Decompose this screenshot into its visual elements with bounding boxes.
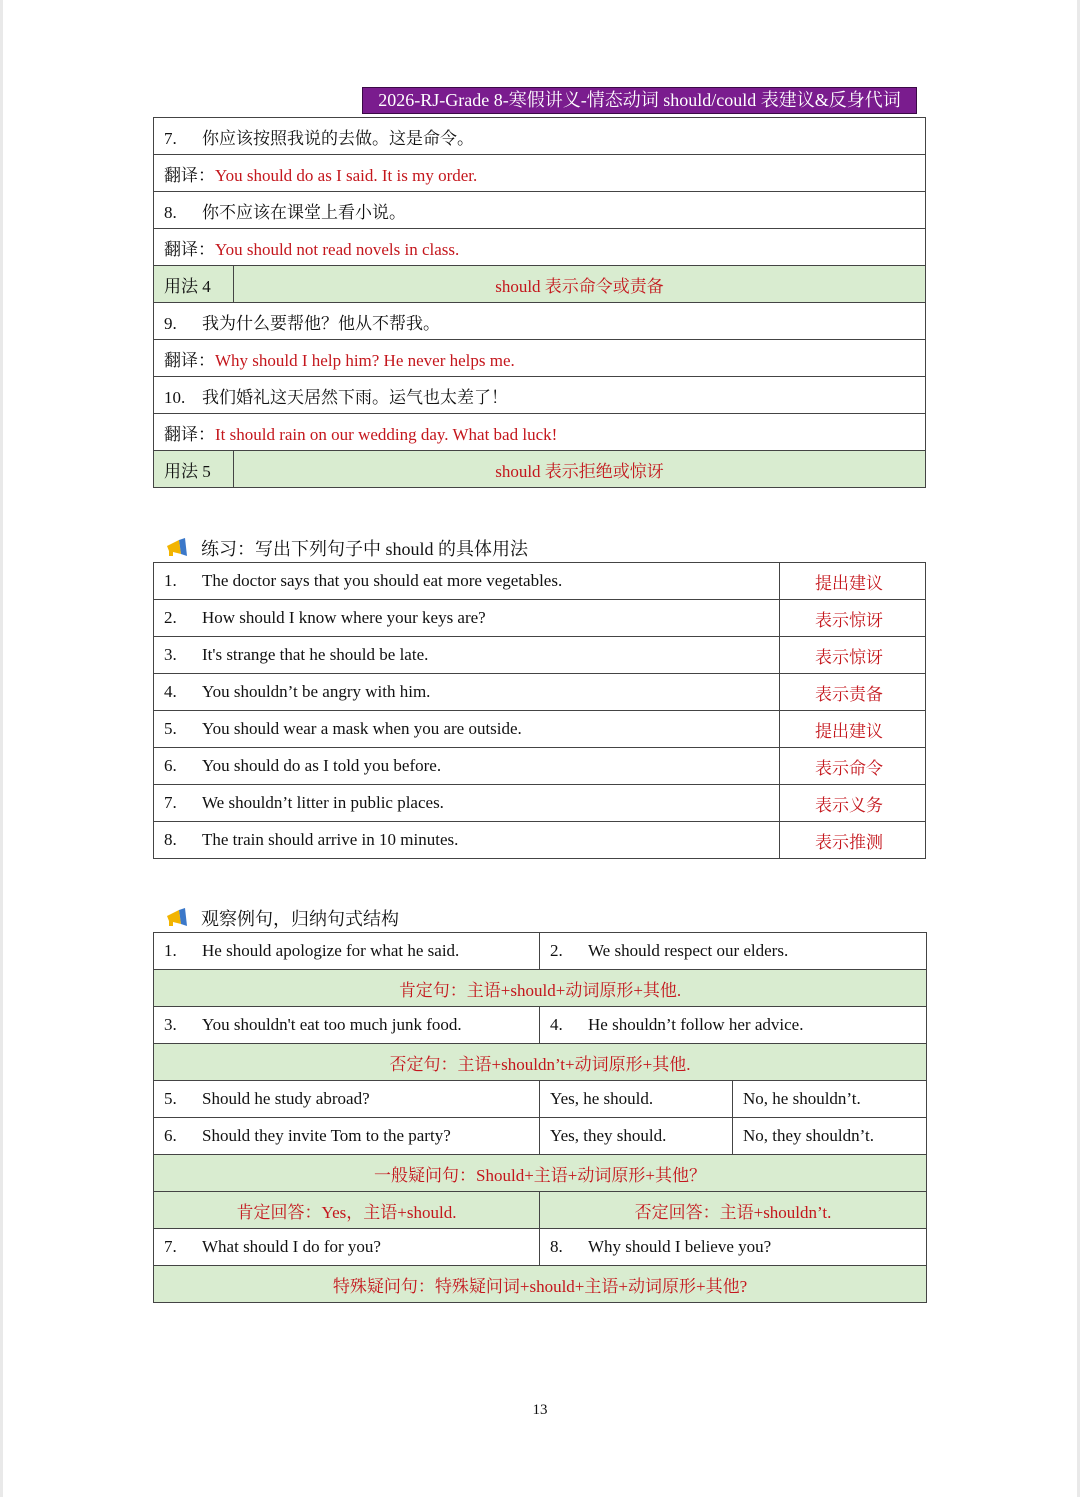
exercise-sentence [154,785,780,822]
positive-answer-rule: 肯定回答：Yes，主语+should. [154,1192,540,1229]
table-row [154,637,926,674]
chinese-sentence [154,377,926,414]
example-sentence-6: 6. Should they invite Tom to the party? [154,1118,540,1155]
negative-answer-rule: 否定回答：主语+shouldn’t. [540,1192,927,1229]
translation [154,229,926,266]
example-sentence-5: 5. Should he study abroad? [154,1081,540,1118]
sentence-number: 7. [164,793,177,812]
exercise-answer: 表示惊讶 [780,600,926,637]
table-row [154,266,926,303]
exercise-table [153,562,926,859]
sentence-number: 4. [164,682,177,701]
example-sentence-4: 4. He shouldn’t follow her advice. [540,1007,927,1044]
table-row [154,933,927,970]
exercise-title [165,535,528,561]
sentence-text: You should do as I told you before. [202,756,442,775]
sentence-text: The doctor says that you should eat more vegetables. [202,571,563,590]
usage-label: 用法 5 [154,451,234,488]
usage-description: should 表示命令或责备 [234,266,926,303]
observe-title [165,905,399,931]
table-row [154,377,926,414]
sentence-number: 8. [164,830,177,849]
usage-label: 用法 4 [154,266,234,303]
exercise-answer: 表示推测 [780,822,926,859]
table-row [154,451,926,488]
exercise-sentence [154,600,780,637]
example-sentence-3: 3. You shouldn't eat too much junk food. [154,1007,540,1044]
table-row [154,1007,927,1044]
structure-table [153,932,927,1303]
exercise-answer: 提出建议 [780,563,926,600]
sentence-text: We shouldn’t litter in public places. [202,793,444,812]
exercise-sentence [154,748,780,785]
megaphone-icon [165,537,189,559]
sentence-text: 我为什么要帮他？他从不帮我。 [202,313,440,333]
no-answer-5: No, he shouldn’t. [733,1081,927,1118]
usage-description: should 表示拒绝或惊讶 [234,451,926,488]
translation-label: 翻译： [164,165,215,185]
exercise-answer: 提出建议 [780,711,926,748]
exercise-sentence [154,563,780,600]
chinese-sentence [154,303,926,340]
sentence-text: 你应该按照我说的去做。这是命令。 [202,128,474,148]
sentence-number: 6. [164,756,177,775]
exercise-answer: 表示义务 [780,785,926,822]
exercise-answer: 表示惊讶 [780,637,926,674]
sentence-number: 10. [164,387,186,407]
sentence-number: 1. [164,571,177,590]
table-row [154,229,926,266]
document-header: 2026-RJ-Grade 8-寒假讲义-情态动词 should/could 表建议&反身代词 [362,87,917,114]
example-sentence-1: 1. He should apologize for what he said. [154,933,540,970]
table-row [154,711,926,748]
translation-text: You should do as I said. It is my order. [215,165,478,185]
chinese-sentence [154,192,926,229]
megaphone-icon [165,907,189,929]
table-row [154,1266,927,1303]
table-row [154,822,926,859]
exercise-sentence [154,711,780,748]
table-row [154,1229,927,1266]
table-row [154,1155,927,1192]
sentence-text: How should I know where your keys are? [202,608,486,627]
sentence-number: 8. [164,202,177,222]
yes-answer-6: Yes, they should. [540,1118,733,1155]
table-row [154,340,926,377]
translation [154,414,926,451]
translation-label: 翻译： [164,350,215,370]
usage-table [153,117,926,488]
page-border-left [0,0,3,1497]
sentence-number: 3. [164,645,177,664]
table-row [154,600,926,637]
observe-title-text: 观察例句，归纳句式结构 [201,909,399,929]
sentence-text: 我们婚礼这天居然下雨。运气也太差了！ [202,387,508,407]
exercise-sentence [154,822,780,859]
translation-text: Why should I help him? He never helps me. [215,350,515,370]
table-row [154,563,926,600]
special-question-rule: 特殊疑问句：特殊疑问词+should+主语+动词原形+其他? [154,1266,927,1303]
example-sentence-7: 7. What should I do for you? [154,1229,540,1266]
affirmative-rule: 肯定句：主语+should+动词原形+其他. [154,970,927,1007]
page-number: 13 [532,1402,548,1418]
table-row [154,155,926,192]
exercise-sentence [154,637,780,674]
exercise-answer: 表示责备 [780,674,926,711]
sentence-number: 7. [164,128,177,148]
chinese-sentence [154,118,926,155]
sentence-text: You shouldn’t be angry with him. [202,682,431,701]
translation-label: 翻译： [164,424,215,444]
general-question-rule: 一般疑问句：Should+主语+动词原形+其他？ [154,1155,927,1192]
translation [154,340,926,377]
table-row [154,748,926,785]
table-row [154,1081,927,1118]
sentence-text: 你不应该在课堂上看小说。 [202,202,406,222]
exercise-answer: 表示命令 [780,748,926,785]
yes-answer-5: Yes, he should. [540,1081,733,1118]
translation-label: 翻译： [164,239,215,259]
sentence-text: It's strange that he should be late. [202,645,429,664]
exercise-title-text: 练习：写出下列句子中 should 的具体用法 [201,539,529,559]
example-sentence-2: 2. We should respect our elders. [540,933,927,970]
table-row [154,1118,927,1155]
sentence-number: 2. [164,608,177,627]
sentence-number: 9. [164,313,177,333]
table-row [154,1192,927,1229]
sentence-text: The train should arrive in 10 minutes. [202,830,459,849]
translation-text: You should not read novels in class. [215,239,460,259]
table-row [154,303,926,340]
table-row [154,674,926,711]
sentence-text: You should wear a mask when you are outside. [202,719,522,738]
table-row [154,414,926,451]
table-row [154,118,926,155]
negative-rule: 否定句：主语+shouldn’t+动词原形+其他. [154,1044,927,1081]
exercise-sentence [154,674,780,711]
translation-text: It should rain on our wedding day. What bad luck! [215,424,558,444]
no-answer-6: No, they shouldn’t. [733,1118,927,1155]
table-row [154,785,926,822]
translation [154,155,926,192]
table-row [154,192,926,229]
sentence-number: 5. [164,719,177,738]
table-row [154,970,927,1007]
example-sentence-8: 8. Why should I believe you? [540,1229,927,1266]
table-row [154,1044,927,1081]
